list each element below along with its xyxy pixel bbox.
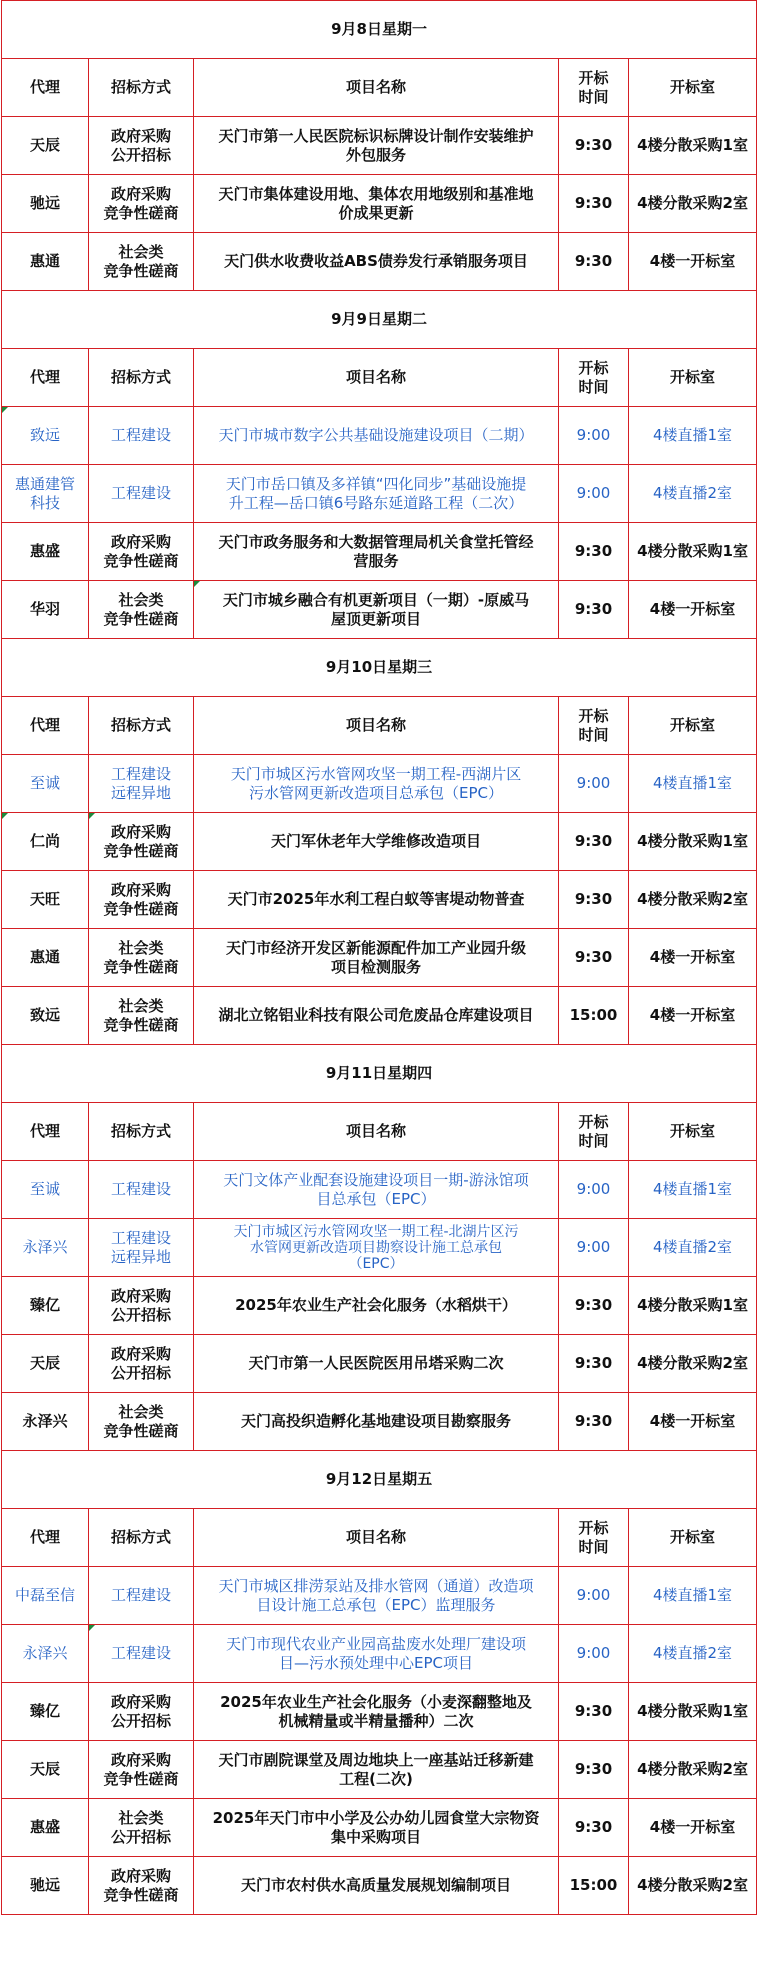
agent-cell: 至诚 [2, 755, 89, 813]
opening-room-cell: 4楼一开标室 [629, 987, 757, 1045]
table-row [2, 233, 757, 291]
table-row [2, 871, 757, 929]
agent-cell: 永泽兴 [2, 1219, 89, 1277]
opening-room-cell: 4楼直播2室 [629, 1625, 757, 1683]
agent-cell: 惠盛 [2, 1799, 89, 1857]
project-name-cell: 天门市2025年水利工程白蚁等害堤动物普查 [194, 871, 559, 929]
opening-time-cell: 9:30 [559, 581, 629, 639]
table-row [2, 117, 757, 175]
header-agent: 代理 [2, 349, 89, 407]
table-row [2, 1335, 757, 1393]
header-project: 项目名称 [194, 349, 559, 407]
project-name-cell: 天门市城市数字公共基础设施建设项目（二期） [194, 407, 559, 465]
day-title: 9月8日星期一 [2, 1, 757, 59]
method-cell: 政府采购 公开招标 [89, 117, 194, 175]
opening-room-cell: 4楼分散采购1室 [629, 523, 757, 581]
opening-time-cell: 9:00 [559, 1625, 629, 1683]
opening-room-cell: 4楼分散采购2室 [629, 1741, 757, 1799]
opening-time-cell: 9:00 [559, 755, 629, 813]
project-name-cell: 天门市岳口镇及多祥镇“四化同步”基础设施提 升工程—岳口镇6号路东延道路工程（二次） [194, 465, 559, 523]
method-cell: 社会类 竞争性磋商 [89, 233, 194, 291]
table-row [2, 1625, 757, 1683]
project-name-cell: 天门市城区污水管网攻坚一期工程-北湖片区污 水管网更新改造项目勘察设计施工总承包 （EPC） [194, 1219, 559, 1277]
method-cell: 政府采购 竞争性磋商 [89, 523, 194, 581]
project-name-cell: 天门市第一人民医院标识标牌设计制作安装维护 外包服务 [194, 117, 559, 175]
header-agent: 代理 [2, 1509, 89, 1567]
method-cell: 政府采购 公开招标 [89, 1683, 194, 1741]
opening-room-cell: 4楼分散采购1室 [629, 1277, 757, 1335]
header-time: 开标 时间 [559, 1103, 629, 1161]
project-name-cell: 天门市第一人民医院医用吊塔采购二次 [194, 1335, 559, 1393]
method-cell: 政府采购 竞争性磋商 [89, 871, 194, 929]
table-row [2, 407, 757, 465]
table-row [2, 1219, 757, 1277]
method-cell: 社会类 竞争性磋商 [89, 1393, 194, 1451]
day-title: 9月9日星期二 [2, 291, 757, 349]
opening-time-cell: 9:30 [559, 813, 629, 871]
opening-room-cell: 4楼分散采购1室 [629, 813, 757, 871]
opening-room-cell: 4楼一开标室 [629, 1799, 757, 1857]
opening-time-cell: 9:30 [559, 871, 629, 929]
opening-room-cell: 4楼一开标室 [629, 929, 757, 987]
header-room: 开标室 [629, 349, 757, 407]
agent-cell: 永泽兴 [2, 1393, 89, 1451]
header-time: 开标 时间 [559, 1509, 629, 1567]
opening-room-cell: 4楼分散采购1室 [629, 117, 757, 175]
opening-time-cell: 9:30 [559, 1335, 629, 1393]
bid-opening-schedule-table [1, 0, 757, 1915]
opening-time-cell: 9:30 [559, 1741, 629, 1799]
agent-cell: 惠通 [2, 233, 89, 291]
table-row [2, 1567, 757, 1625]
project-name-cell: 天门市剧院课堂及周边地块上一座基站迁移新建 工程(二次) [194, 1741, 559, 1799]
header-project: 项目名称 [194, 59, 559, 117]
header-room: 开标室 [629, 1509, 757, 1567]
opening-time-cell: 9:30 [559, 1277, 629, 1335]
cell-corner-marker [194, 581, 200, 587]
method-cell: 工程建设 [89, 465, 194, 523]
project-name-cell: 2025年天门市中小学及公办幼儿园食堂大宗物资 集中采购项目 [194, 1799, 559, 1857]
agent-cell: 天辰 [2, 1741, 89, 1799]
opening-room-cell: 4楼直播1室 [629, 755, 757, 813]
method-cell: 政府采购 公开招标 [89, 1277, 194, 1335]
agent-cell: 天旺 [2, 871, 89, 929]
header-room: 开标室 [629, 59, 757, 117]
day-title: 9月11日星期四 [2, 1045, 757, 1103]
table-row [2, 929, 757, 987]
cell-corner-marker [89, 813, 95, 819]
project-name-cell: 2025年农业生产社会化服务（水稻烘干） [194, 1277, 559, 1335]
table-row [2, 1393, 757, 1451]
table-row [2, 1161, 757, 1219]
header-agent: 代理 [2, 1103, 89, 1161]
agent-cell: 驰远 [2, 175, 89, 233]
agent-cell: 惠盛 [2, 523, 89, 581]
method-cell: 工程建设 [89, 1567, 194, 1625]
cell-corner-marker [89, 1625, 95, 1631]
column-header-row [2, 59, 757, 117]
opening-room-cell: 4楼直播1室 [629, 1567, 757, 1625]
header-project: 项目名称 [194, 697, 559, 755]
project-name-cell: 天门市现代农业产业园高盐废水处理厂建设项 目—污水预处理中心EPC项目 [194, 1625, 559, 1683]
header-time: 开标 时间 [559, 349, 629, 407]
day-title: 9月10日星期三 [2, 639, 757, 697]
day-title: 9月12日星期五 [2, 1451, 757, 1509]
opening-time-cell: 9:00 [559, 465, 629, 523]
opening-time-cell: 9:00 [559, 1567, 629, 1625]
agent-cell: 至诚 [2, 1161, 89, 1219]
method-cell: 工程建设 远程异地 [89, 755, 194, 813]
project-name-cell: 天门市农村供水高质量发展规划编制项目 [194, 1857, 559, 1915]
agent-cell: 天辰 [2, 117, 89, 175]
day-heading-row [2, 639, 757, 697]
method-cell: 政府采购 竞争性磋商 [89, 1857, 194, 1915]
opening-room-cell: 4楼直播1室 [629, 1161, 757, 1219]
agent-cell: 臻亿 [2, 1277, 89, 1335]
header-method: 招标方式 [89, 59, 194, 117]
table-row [2, 755, 757, 813]
opening-time-cell: 15:00 [559, 1857, 629, 1915]
table-row [2, 1683, 757, 1741]
header-time: 开标 时间 [559, 59, 629, 117]
opening-room-cell: 4楼直播2室 [629, 465, 757, 523]
table-row [2, 987, 757, 1045]
column-header-row [2, 1509, 757, 1567]
header-method: 招标方式 [89, 697, 194, 755]
project-name-cell: 天门市集体建设用地、集体农用地级别和基准地 价成果更新 [194, 175, 559, 233]
opening-time-cell: 9:30 [559, 523, 629, 581]
project-name-cell: 天门市城乡融合有机更新项目（一期）-原威马 屋顶更新项目 [194, 581, 559, 639]
header-method: 招标方式 [89, 349, 194, 407]
header-time: 开标 时间 [559, 697, 629, 755]
header-room: 开标室 [629, 1103, 757, 1161]
opening-time-cell: 9:30 [559, 929, 629, 987]
table-row [2, 581, 757, 639]
header-project: 项目名称 [194, 1103, 559, 1161]
opening-time-cell: 9:30 [559, 1393, 629, 1451]
project-name-cell: 天门市城区排涝泵站及排水管网（通道）改造项 目设计施工总承包（EPC）监理服务 [194, 1567, 559, 1625]
table-row [2, 1799, 757, 1857]
header-method: 招标方式 [89, 1509, 194, 1567]
day-heading-row [2, 291, 757, 349]
table-row [2, 465, 757, 523]
cell-corner-marker [2, 813, 8, 819]
method-cell: 政府采购 公开招标 [89, 1335, 194, 1393]
table-row [2, 523, 757, 581]
project-name-cell: 天门市经济开发区新能源配件加工产业园升级 项目检测服务 [194, 929, 559, 987]
agent-cell: 惠通建管 科技 [2, 465, 89, 523]
method-cell: 政府采购 竞争性磋商 [89, 175, 194, 233]
opening-room-cell: 4楼一开标室 [629, 1393, 757, 1451]
header-project: 项目名称 [194, 1509, 559, 1567]
method-cell: 政府采购 竞争性磋商 [89, 813, 194, 871]
project-name-cell: 天门供水收费收益ABS债券发行承销服务项目 [194, 233, 559, 291]
opening-room-cell: 4楼一开标室 [629, 233, 757, 291]
column-header-row [2, 349, 757, 407]
agent-cell: 臻亿 [2, 1683, 89, 1741]
table-row [2, 1741, 757, 1799]
header-agent: 代理 [2, 697, 89, 755]
method-cell: 社会类 竞争性磋商 [89, 929, 194, 987]
method-cell: 社会类 公开招标 [89, 1799, 194, 1857]
opening-room-cell: 4楼直播2室 [629, 1219, 757, 1277]
agent-cell: 华羽 [2, 581, 89, 639]
day-heading-row [2, 1451, 757, 1509]
opening-time-cell: 9:00 [559, 1161, 629, 1219]
method-cell: 政府采购 竞争性磋商 [89, 1741, 194, 1799]
agent-cell: 天辰 [2, 1335, 89, 1393]
project-name-cell: 湖北立铭铝业科技有限公司危废品仓库建设项目 [194, 987, 559, 1045]
method-cell: 工程建设 [89, 1625, 194, 1683]
opening-room-cell: 4楼分散采购1室 [629, 1683, 757, 1741]
method-cell: 工程建设 [89, 407, 194, 465]
table-row [2, 1277, 757, 1335]
agent-cell: 惠通 [2, 929, 89, 987]
project-name-cell: 天门市城区污水管网攻坚一期工程-西湖片区 污水管网更新改造项目总承包（EPC） [194, 755, 559, 813]
opening-time-cell: 9:30 [559, 175, 629, 233]
opening-room-cell: 4楼分散采购2室 [629, 175, 757, 233]
table-row [2, 813, 757, 871]
header-agent: 代理 [2, 59, 89, 117]
opening-time-cell: 9:00 [559, 1219, 629, 1277]
opening-time-cell: 9:30 [559, 117, 629, 175]
opening-time-cell: 9:00 [559, 407, 629, 465]
opening-room-cell: 4楼一开标室 [629, 581, 757, 639]
method-cell: 社会类 竞争性磋商 [89, 581, 194, 639]
project-name-cell: 天门市政务服务和大数据管理局机关食堂托管经 营服务 [194, 523, 559, 581]
method-cell: 工程建设 远程异地 [89, 1219, 194, 1277]
cell-corner-marker [2, 407, 8, 413]
day-heading-row [2, 1045, 757, 1103]
opening-room-cell: 4楼直播1室 [629, 407, 757, 465]
column-header-row [2, 1103, 757, 1161]
agent-cell: 驰远 [2, 1857, 89, 1915]
opening-room-cell: 4楼分散采购2室 [629, 1857, 757, 1915]
agent-cell: 中磊至信 [2, 1567, 89, 1625]
opening-time-cell: 9:30 [559, 233, 629, 291]
column-header-row [2, 697, 757, 755]
agent-cell: 永泽兴 [2, 1625, 89, 1683]
schedule-body [2, 1, 757, 1915]
method-cell: 工程建设 [89, 1161, 194, 1219]
table-row [2, 175, 757, 233]
agent-cell: 仁尚 [2, 813, 89, 871]
table-row [2, 1857, 757, 1915]
header-method: 招标方式 [89, 1103, 194, 1161]
opening-room-cell: 4楼分散采购2室 [629, 1335, 757, 1393]
method-cell: 社会类 竞争性磋商 [89, 987, 194, 1045]
header-room: 开标室 [629, 697, 757, 755]
opening-time-cell: 9:30 [559, 1799, 629, 1857]
agent-cell: 致远 [2, 407, 89, 465]
agent-cell: 致远 [2, 987, 89, 1045]
project-name-cell: 天门高投织造孵化基地建设项目勘察服务 [194, 1393, 559, 1451]
project-name-cell: 天门文体产业配套设施建设项目一期-游泳馆项 目总承包（EPC） [194, 1161, 559, 1219]
opening-time-cell: 9:30 [559, 1683, 629, 1741]
day-heading-row [2, 1, 757, 59]
opening-time-cell: 15:00 [559, 987, 629, 1045]
project-name-cell: 天门军休老年大学维修改造项目 [194, 813, 559, 871]
project-name-cell: 2025年农业生产社会化服务（小麦深翻整地及 机械精量或半精量播种）二次 [194, 1683, 559, 1741]
opening-room-cell: 4楼分散采购2室 [629, 871, 757, 929]
